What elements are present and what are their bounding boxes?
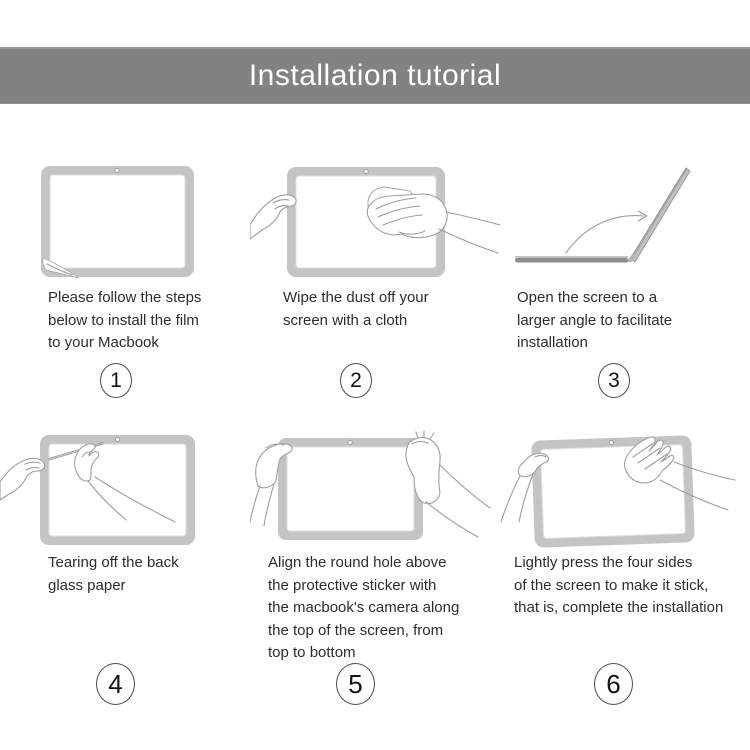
screen-glass xyxy=(287,447,414,531)
caption-line: of the screen to make it stick, xyxy=(514,576,709,594)
step-caption xyxy=(268,552,459,665)
camera-dot-icon xyxy=(364,169,368,173)
step-1-cell xyxy=(0,110,250,418)
caption-line: screen with a cloth xyxy=(283,311,408,329)
caption-line: that is, complete the installation xyxy=(514,599,724,616)
align-film-with-camera-illustration xyxy=(250,430,500,558)
arm-line xyxy=(264,484,274,526)
step-caption xyxy=(283,287,429,332)
caption-line: larger angle to facilitate xyxy=(517,311,673,329)
arm-line xyxy=(440,465,490,508)
step-caption xyxy=(514,552,723,620)
finger-tick xyxy=(430,433,434,439)
step-caption xyxy=(517,287,672,355)
step-2-cell xyxy=(250,110,500,418)
caption-line: Wipe the dust off your xyxy=(283,289,429,306)
camera-dot-icon xyxy=(348,440,352,444)
screen-glass xyxy=(49,444,186,536)
screen-glass xyxy=(50,175,185,268)
caption-line: Lightly press the four sides xyxy=(514,554,693,571)
step-number-badge: 6 xyxy=(594,663,633,705)
left-hand-outline xyxy=(0,458,45,500)
camera-dot-icon xyxy=(115,437,119,441)
laptop-base xyxy=(515,258,628,263)
caption-line: Align the round hole above xyxy=(268,554,447,571)
arm-line xyxy=(439,229,498,253)
caption-line: to your Macbook xyxy=(48,334,159,351)
step-number-badge: 5 xyxy=(336,663,375,705)
step-caption xyxy=(48,552,179,597)
step-caption xyxy=(48,287,201,355)
header-bar xyxy=(0,47,750,104)
step-number-badge: 1 xyxy=(100,363,132,398)
macbook-screen-film-peel-illustration xyxy=(0,165,250,289)
arm-line xyxy=(519,474,533,522)
caption-line: below to install the film xyxy=(48,311,199,329)
camera-dot-icon xyxy=(115,168,119,172)
open-laptop-wide-angle-illustration xyxy=(500,165,750,289)
caption-line: the macbook's camera along xyxy=(268,599,460,616)
tear-off-back-paper-illustration xyxy=(0,430,250,558)
step-4-cell xyxy=(0,418,250,726)
caption-line: glass paper xyxy=(48,576,126,594)
caption-line: the protective sticker with xyxy=(268,576,437,594)
arm-line xyxy=(446,212,500,225)
finger-tick xyxy=(416,432,418,438)
step-6-cell xyxy=(500,418,750,726)
caption-line: Please follow the steps xyxy=(48,289,202,306)
caption-line: installation xyxy=(517,334,588,351)
step-5-cell xyxy=(250,418,500,726)
caption-line: the top of the screen, from xyxy=(268,621,444,639)
arm-line xyxy=(250,486,260,522)
caption-line: top to bottom xyxy=(268,644,356,661)
arm-line xyxy=(426,502,478,537)
step-number-badge: 2 xyxy=(340,363,372,398)
camera-dot-icon xyxy=(609,440,614,445)
step-3-cell xyxy=(500,110,750,418)
lid-highlight xyxy=(633,170,686,257)
arm-line xyxy=(501,476,520,522)
laptop-base-top xyxy=(515,256,628,258)
caption-line: Open the screen to a xyxy=(517,289,658,306)
wipe-screen-with-cloth-illustration xyxy=(250,165,500,289)
open-direction-arrow xyxy=(566,216,644,253)
press-four-sides-illustration xyxy=(500,430,750,558)
page-title: Installation tutorial xyxy=(248,58,502,92)
caption-line: Tearing off the back xyxy=(48,554,179,571)
step-number-badge: 3 xyxy=(598,363,630,398)
step-number-badge: 4 xyxy=(96,663,135,705)
